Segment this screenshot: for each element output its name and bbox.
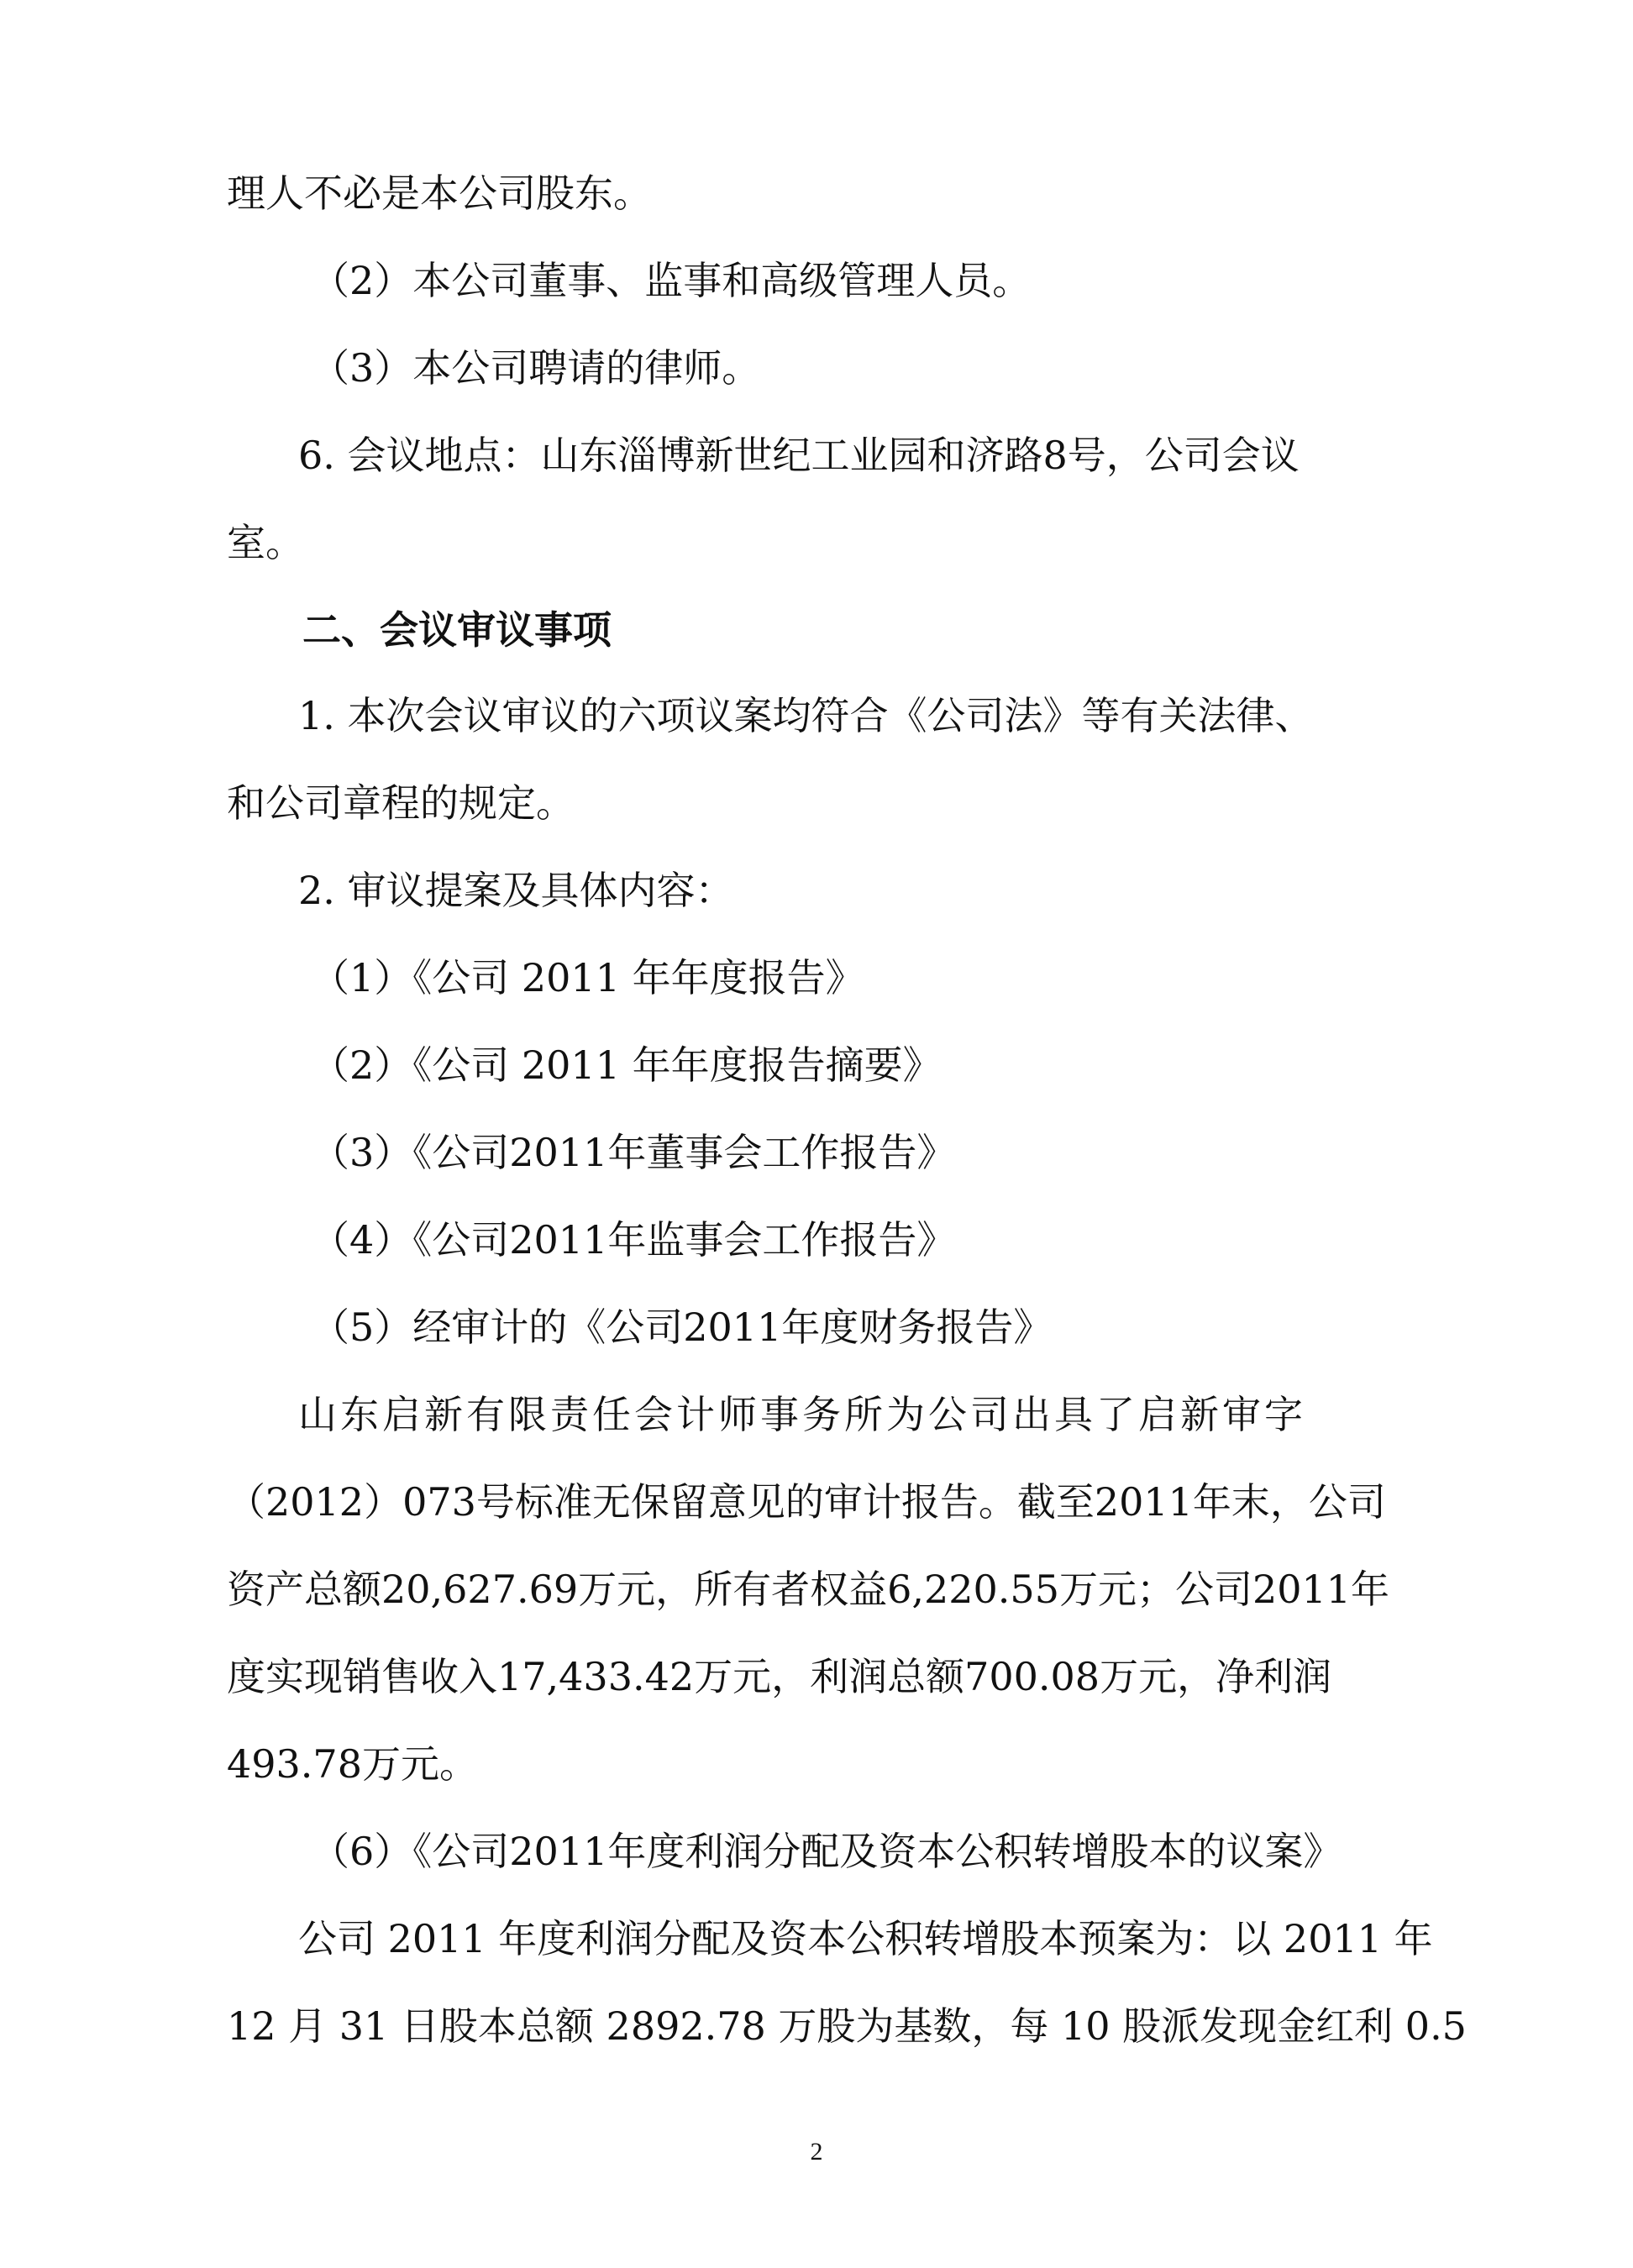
text-line: 公司 2011 年度利润分配及资本公积转增股本预案为：以 2011 年	[298, 1916, 1433, 1961]
text-line: 12 月 31 日股本总额 2892.78 万股为基数，每 10 股派发现金红利 0.5	[227, 2003, 1467, 2049]
text-line: 1. 本次会议审议的六项议案均符合《公司法》等有关法律、	[298, 693, 1314, 738]
list-item: （2）《公司 2011 年年度报告摘要》	[311, 1042, 942, 1088]
list-item: （5）经审计的《公司2011年度财务报告》	[311, 1305, 1053, 1350]
text-line: 和公司章程的规定。	[227, 780, 575, 826]
text-line: 度实现销售收入17,433.42万元，利润总额700.08万元，净利润	[227, 1654, 1332, 1699]
text-line: （2）本公司董事、监事和高级管理人员。	[311, 258, 1032, 303]
list-item: （1）《公司 2011 年年度报告》	[311, 955, 864, 1000]
section-heading: 二、会议审议事项	[302, 607, 612, 653]
list-item: （4）《公司2011年监事会工作报告》	[311, 1217, 956, 1263]
list-item: （3）《公司2011年董事会工作报告》	[311, 1130, 956, 1175]
text-line: （3）本公司聘请的律师。	[311, 345, 761, 391]
text-line: 室。	[227, 520, 304, 565]
text-line: 资产总额20,627.69万元，所有者权益6,220.55万元；公司2011年	[227, 1567, 1390, 1612]
page-number: 2	[810, 2138, 823, 2166]
list-item: （6）《公司2011年度利润分配及资本公积转增股本的议案》	[311, 1829, 1342, 1874]
text-line: 2. 审议提案及具体内容：	[298, 868, 734, 913]
text-line: 理人不必是本公司股东。	[227, 171, 652, 216]
text-line: 6. 会议地点：山东淄博新世纪工业园和济路8号，公司会议	[298, 433, 1300, 478]
text-line: 山东启新有限责任会计师事务所为公司出具了启新审字	[298, 1392, 1306, 1437]
text-line: 493.78万元。	[227, 1741, 478, 1787]
text-line: （2012）073号标准无保留意见的审计报告。截至2011年末，公司	[227, 1479, 1386, 1525]
